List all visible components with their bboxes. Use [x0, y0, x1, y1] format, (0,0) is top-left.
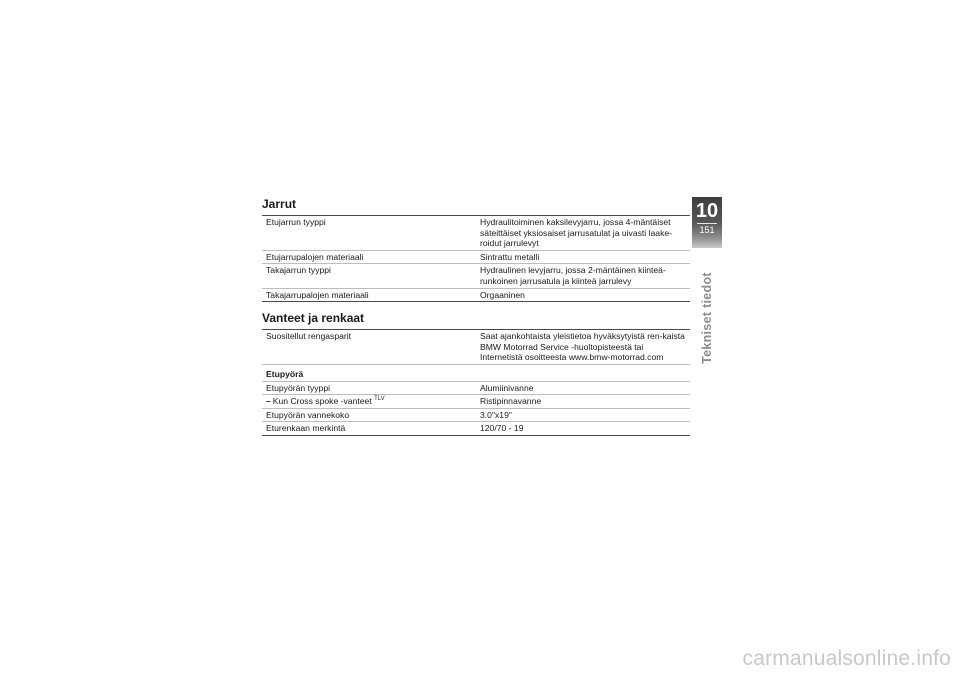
row-value: Saat ajankohtaista yleistietoa hyväksytyistä ren-kaista BMW Motorrad Service -huoltopisteestä tai Internetistä osoitteesta www.bmw-motorrad.com: [476, 330, 690, 365]
cross-spoke-label: Kun Cross spoke -vanteet: [272, 396, 372, 407]
chapter-side-title: Tekniset tiedot: [700, 272, 714, 364]
table-row: [262, 330, 690, 365]
wheels-section-title: Vanteet ja renkaat: [262, 311, 365, 326]
brakes-section-title: Jarrut: [262, 197, 297, 211]
row-value: Hydraulinen levyjarru, jossa 2-mäntäinen kiinteä-runkoinen jarrusatula ja kiinteä jarrulevy: [476, 264, 690, 288]
brakes-table: [262, 215, 690, 302]
row-value: Hydraulitoiminen kaksilevyjarru, jossa 4-mäntäiset säteittäiset yksiosaiset jarrusatulat ja uivasti laake-roidut jarrulevyt: [476, 216, 690, 251]
chapter-number: 10: [695, 200, 719, 222]
watermark: carmanualsonline.info: [742, 647, 951, 670]
table-row: [262, 364, 690, 381]
page-number: 151: [699, 225, 715, 235]
row-label-cross-spoke: [262, 395, 476, 409]
row-label: Suositellut rengasparit: [262, 330, 476, 365]
row-label: Takajarrun tyyppi: [262, 264, 476, 288]
row-label: Etujarrupalojen materiaali: [262, 250, 476, 264]
row-label: Eturenkaan merkintä: [262, 422, 476, 436]
wheels-table: [262, 329, 690, 436]
table-row: [262, 408, 690, 422]
row-value: Ristipinnavanne: [476, 395, 690, 409]
row-value: 3.0"x19": [476, 408, 690, 422]
row-label: Etujarrun tyyppi: [262, 216, 476, 251]
row-label: Etupyörän tyyppi: [262, 381, 476, 395]
table-row: [262, 422, 690, 436]
row-label: Takajarrupalojen materiaali: [262, 288, 476, 302]
chapter-tab: [692, 197, 722, 248]
row-value: Sintrattu metalli: [476, 250, 690, 264]
table-row: [262, 288, 690, 302]
front-wheel-heading: Etupyörä: [262, 364, 690, 381]
dash-marker: –: [266, 396, 271, 407]
table-row: [262, 381, 690, 395]
row-label: Etupyörän vannekoko: [262, 408, 476, 422]
row-value: 120/70 - 19: [476, 422, 690, 436]
table-row: [262, 395, 690, 409]
table-row: [262, 250, 690, 264]
chapter-divider: [697, 223, 717, 224]
row-value: Alumiinivanne: [476, 381, 690, 395]
option-superscript: TLV: [374, 396, 385, 403]
row-value: Orgaaninen: [476, 288, 690, 302]
table-row: [262, 216, 690, 251]
table-row: [262, 264, 690, 288]
page-content: [262, 197, 690, 436]
